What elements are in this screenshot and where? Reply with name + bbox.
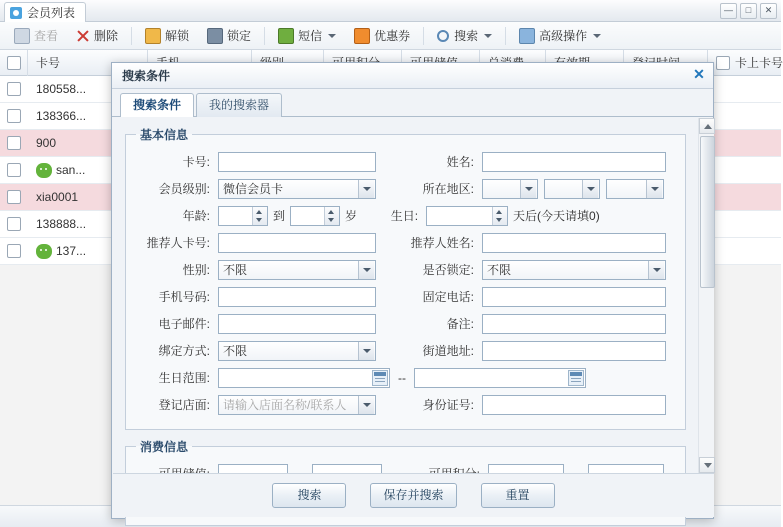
row-checkbox[interactable]: [0, 163, 28, 177]
checkbox-icon: [7, 217, 21, 231]
toolbar-label-coupon: 优惠券: [374, 29, 411, 43]
label-region: 所在地区:: [422, 182, 474, 196]
bind-type-value: 不限: [223, 344, 248, 358]
toolbar-button-advanced[interactable]: [511, 24, 609, 48]
referrer-card-input[interactable]: [218, 233, 376, 253]
close-button[interactable]: ✕: [760, 3, 777, 19]
toolbar-button-sms[interactable]: [270, 24, 344, 48]
label-card-no: 卡号:: [182, 155, 210, 169]
street-input[interactable]: [482, 341, 666, 361]
scroll-up-icon[interactable]: [699, 118, 715, 134]
row-referrer: [136, 230, 675, 255]
window-tab-member-list[interactable]: [4, 2, 86, 23]
reset-button[interactable]: 重置: [481, 483, 555, 508]
label-member-level: 会员级别:: [158, 182, 210, 196]
scrollbar-thumb[interactable]: [700, 136, 715, 288]
chevron-down-icon: [358, 396, 374, 414]
toolbar-separator: [264, 27, 265, 45]
label-bind-type: 绑定方式:: [158, 344, 210, 358]
toolbar-button-view[interactable]: [6, 24, 66, 48]
chevron-down-icon: [520, 180, 536, 198]
row-birth-range: [136, 365, 675, 390]
search-button[interactable]: 搜索: [272, 483, 346, 508]
row-checkbox[interactable]: [0, 109, 28, 123]
dialog-footer: [113, 473, 714, 517]
row-card-no: 138366...: [36, 109, 87, 123]
row-age-birthday: [136, 203, 675, 228]
row-card-no: 900: [36, 136, 57, 150]
label-store: 登记店面:: [158, 398, 210, 412]
chevron-down-icon[interactable]: [328, 34, 336, 38]
chevron-down-icon: [358, 180, 374, 198]
region-province-select[interactable]: [482, 179, 538, 199]
maximize-button[interactable]: □: [740, 3, 757, 19]
row-checkbox[interactable]: [0, 217, 28, 231]
minimize-button[interactable]: —: [720, 3, 737, 19]
age-unit-label: 岁: [345, 209, 358, 223]
bind-type-select[interactable]: [218, 341, 376, 361]
wechat-icon: [36, 244, 52, 259]
remark-input[interactable]: [482, 314, 666, 334]
coupon-icon: [354, 28, 370, 44]
label-referrer-card: 推荐人卡号:: [146, 236, 210, 250]
lock-icon: [207, 28, 223, 44]
advanced-icon: [519, 28, 535, 44]
locked-select[interactable]: [482, 260, 666, 280]
row-card-no: [136, 149, 675, 174]
view-icon: [14, 28, 30, 44]
chevron-down-icon[interactable]: [593, 34, 601, 38]
card-no-input[interactable]: [218, 152, 376, 172]
row-store-idcard: [136, 392, 675, 417]
label-birthday: 生日:: [390, 209, 419, 223]
delete-icon: [76, 29, 90, 43]
grid-column-card-no[interactable]: 卡号: [28, 50, 148, 76]
calendar-icon[interactable]: [372, 370, 388, 386]
toolbar-button-coupon[interactable]: [346, 24, 418, 48]
toolbar-button-unlock[interactable]: [137, 24, 197, 48]
telephone-input[interactable]: [482, 287, 666, 307]
row-phones: [136, 284, 675, 309]
store-select[interactable]: [218, 395, 376, 415]
grid-column-printed-card-no[interactable]: [708, 50, 783, 76]
referrer-name-input[interactable]: [482, 233, 666, 253]
chevron-down-icon: [646, 180, 662, 198]
checkbox-icon: [7, 190, 21, 204]
mobile-input[interactable]: [218, 287, 376, 307]
checkbox-icon: [7, 136, 21, 150]
stepper-arrows-icon[interactable]: [492, 207, 507, 225]
chevron-down-icon[interactable]: [484, 34, 492, 38]
id-card-input[interactable]: [482, 395, 666, 415]
name-input[interactable]: [482, 152, 666, 172]
member-level-value: 微信会员卡: [223, 182, 284, 196]
toolbar-label-delete: 删除: [94, 29, 119, 43]
tab-my-searchers[interactable]: 我的搜索器: [196, 93, 282, 117]
search-icon: [437, 30, 449, 42]
row-email-remark: [136, 311, 675, 336]
member-level-select[interactable]: [218, 179, 376, 199]
grid-column-printed-card-no-label: 卡上卡号: [735, 55, 783, 70]
store-placeholder-text: 请输入店面名称/联系人: [223, 398, 347, 412]
basic-info-legend: 基本信息: [140, 128, 189, 142]
toolbar-button-lock[interactable]: [199, 24, 259, 48]
window-tab-label: 会员列表: [27, 6, 76, 20]
toolbar-label-unlock: 解锁: [165, 29, 190, 43]
label-email: 电子邮件:: [158, 317, 210, 331]
checkbox-icon: [7, 56, 21, 70]
label-mobile: 手机号码:: [158, 290, 210, 304]
toolbar-button-search[interactable]: [429, 24, 500, 48]
age-range-mid-label: 到: [273, 209, 286, 223]
search-conditions-dialog: [111, 62, 714, 519]
label-telephone: 固定电话:: [422, 290, 474, 304]
unlock-icon: [145, 28, 161, 44]
chevron-down-icon: [648, 261, 664, 279]
sms-icon: [278, 28, 294, 44]
toolbar-label-advanced: 高级操作: [539, 29, 588, 43]
label-age: 年龄:: [182, 209, 210, 223]
checkbox-icon: [716, 56, 730, 70]
row-member-level: [136, 176, 675, 201]
label-gender: 性别:: [182, 263, 210, 277]
save-and-search-button[interactable]: 保存并搜索: [370, 483, 456, 508]
label-locked: 是否锁定:: [422, 263, 474, 277]
stepper-arrows-icon[interactable]: [252, 207, 267, 225]
toolbar-label-sms: 短信: [298, 29, 323, 43]
dialog-body: [113, 118, 714, 473]
chevron-down-icon: [582, 180, 598, 198]
locked-value: 不限: [487, 263, 512, 277]
consume-info-legend: 消费信息: [140, 440, 189, 454]
label-street: 街道地址:: [422, 344, 474, 358]
birth-range-to-datepicker[interactable]: [414, 368, 586, 388]
close-icon[interactable]: ✕: [693, 66, 705, 82]
checkbox-icon: [7, 82, 21, 96]
birthday-hint-label: 天后(今天请填0): [513, 209, 600, 223]
chevron-down-icon: [358, 261, 374, 279]
label-id-card: 身份证号:: [422, 398, 474, 412]
toolbar-label-search: 搜索: [454, 29, 479, 43]
checkbox-icon: [7, 244, 21, 258]
stepper-arrows-icon[interactable]: [324, 207, 339, 225]
toolbar-label-view: 查看: [34, 29, 59, 43]
checkbox-icon: [7, 109, 21, 123]
region-city-select[interactable]: [544, 179, 600, 199]
row-checkbox[interactable]: [0, 190, 28, 204]
window-controls: [720, 3, 777, 19]
label-remark: 备注:: [446, 317, 474, 331]
dialog-titlebar: [112, 63, 713, 89]
member-list-icon: [10, 7, 22, 19]
row-checkbox[interactable]: [0, 136, 28, 150]
row-checkbox[interactable]: [0, 244, 28, 258]
dialog-vertical-scrollbar[interactable]: [698, 118, 714, 473]
window-titlebar: [0, 0, 781, 22]
scroll-down-icon[interactable]: [699, 457, 715, 473]
row-card-no: xia0001: [36, 190, 79, 204]
toolbar-separator: [131, 27, 132, 45]
age-from-stepper[interactable]: [218, 206, 268, 226]
gender-value: 不限: [223, 263, 248, 277]
label-referrer-name: 推荐人姓名:: [410, 236, 474, 250]
checkbox-icon: [7, 163, 21, 177]
grid-select-all-checkbox[interactable]: [0, 50, 28, 76]
region-district-select[interactable]: [606, 179, 664, 199]
toolbar-separator: [505, 27, 506, 45]
row-checkbox[interactable]: [0, 82, 28, 96]
row-card-no: 138888...: [36, 217, 87, 231]
chevron-down-icon: [358, 342, 374, 360]
row-card-no: 180558...: [36, 82, 87, 96]
age-to-stepper[interactable]: [290, 206, 340, 226]
calendar-icon[interactable]: [568, 370, 584, 386]
toolbar-button-delete[interactable]: [68, 24, 126, 48]
dialog-title-label: 搜索条件: [122, 69, 171, 83]
birth-range-dash: --: [398, 370, 406, 385]
row-gender-locked: [136, 257, 675, 282]
basic-info-group: [125, 126, 686, 430]
toolbar-separator: [423, 27, 424, 45]
toolbar-label-lock: 锁定: [227, 29, 252, 43]
dialog-scroll-pane: [113, 118, 698, 473]
dialog-tabs: [112, 89, 713, 117]
label-birth-range: 生日范围:: [158, 371, 210, 385]
gender-select[interactable]: [218, 260, 376, 280]
row-bind-street: [136, 338, 675, 363]
tab-search-conditions[interactable]: 搜索条件: [120, 93, 194, 117]
row-card-no-label: 137...: [56, 244, 87, 258]
birth-range-from-datepicker[interactable]: [218, 368, 390, 388]
main-toolbar: [0, 22, 781, 50]
label-name: 姓名:: [446, 155, 474, 169]
wechat-icon: [36, 163, 52, 178]
email-input[interactable]: [218, 314, 376, 334]
row-card-no-label: san...: [56, 163, 86, 177]
birthday-stepper[interactable]: [426, 206, 508, 226]
